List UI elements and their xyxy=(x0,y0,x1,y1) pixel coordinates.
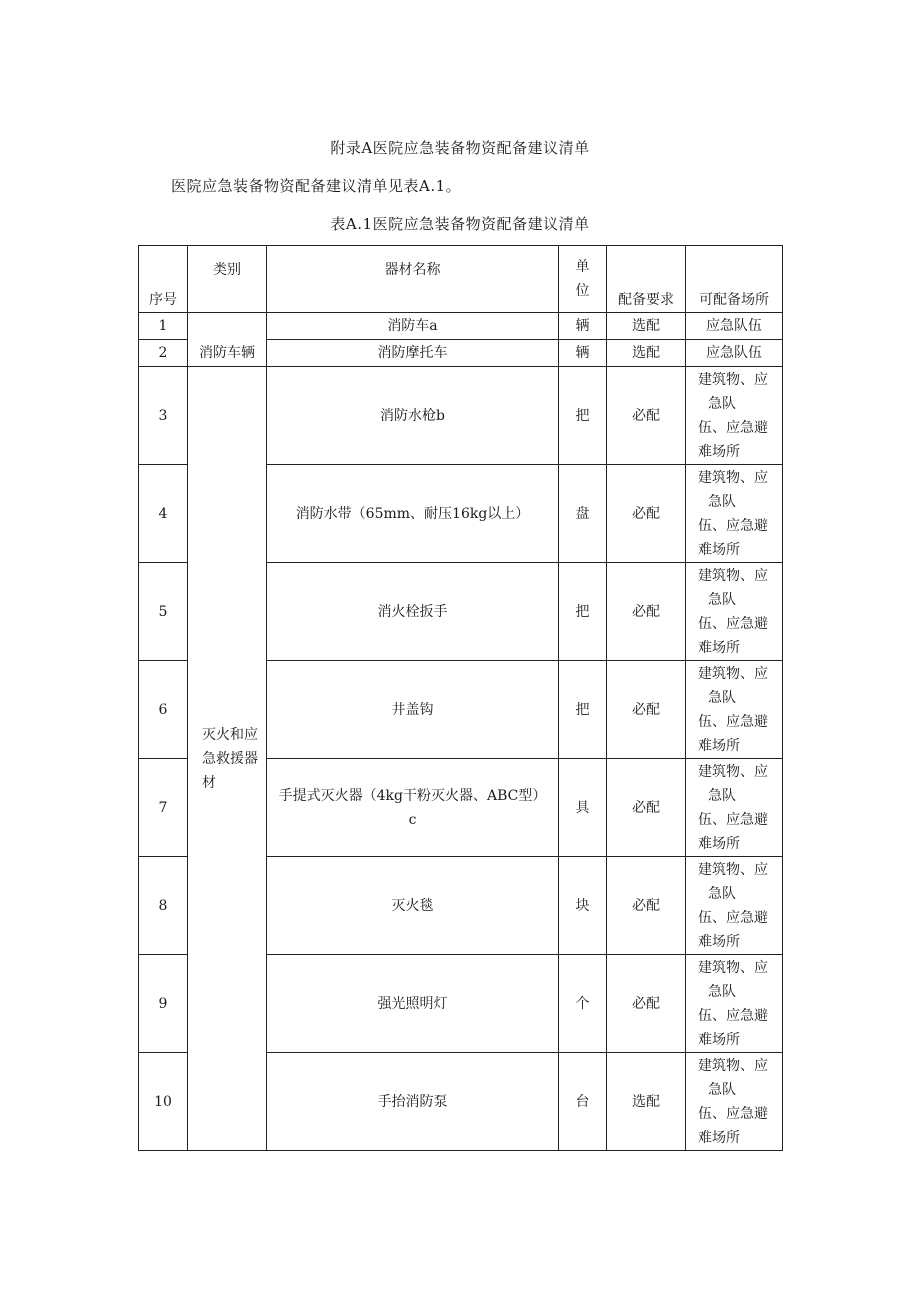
cell-no: 1 xyxy=(139,313,188,340)
cell-no: 5 xyxy=(139,563,188,661)
table-row xyxy=(139,313,783,340)
location-line: 难场所 xyxy=(698,737,740,754)
location-line: 伍、应急避 xyxy=(698,811,768,828)
location-line: 伍、应急避 xyxy=(698,1105,768,1122)
location-line: 急队 xyxy=(708,591,736,608)
location-line: 急队 xyxy=(708,395,736,412)
cell-category-vehicles: 消防车辆 xyxy=(188,313,267,367)
cell-unit: 辆 xyxy=(559,313,607,340)
cell-requirement: 必配 xyxy=(607,465,686,563)
cell-location: 应急队伍 xyxy=(686,313,783,340)
location-line: 难场所 xyxy=(698,933,740,950)
location-line: 建筑物、应 xyxy=(698,371,768,388)
cell-no: 6 xyxy=(139,661,188,759)
cell-requirement: 选配 xyxy=(607,340,686,367)
location-line: 难场所 xyxy=(698,639,740,656)
location-line: 难场所 xyxy=(698,1129,740,1146)
cell-requirement: 必配 xyxy=(607,563,686,661)
cell-unit: 块 xyxy=(559,857,607,955)
cell-requirement: 选配 xyxy=(607,313,686,340)
cell-no: 7 xyxy=(139,759,188,857)
cell-name: 消防水枪b xyxy=(267,367,559,465)
appendix-title: 附录A医院应急装备物资配备建议清单 xyxy=(330,139,590,157)
location-line: 急队 xyxy=(708,1081,736,1098)
name-footnote: c xyxy=(408,811,417,828)
header-no: 序号 xyxy=(139,246,188,313)
header-location: 可配备场所 xyxy=(686,246,783,313)
cell-location xyxy=(686,465,783,563)
cell-location xyxy=(686,759,783,857)
intro-text: 医院应急装备物资配备建议清单见表A.1。 xyxy=(171,177,462,195)
cell-location xyxy=(686,955,783,1053)
table-header-row xyxy=(139,246,783,313)
cell-no: 9 xyxy=(139,955,188,1053)
cell-location xyxy=(686,661,783,759)
category-line: 灭火和应 xyxy=(202,726,258,743)
location-line: 建筑物、应 xyxy=(698,665,768,682)
cell-unit: 把 xyxy=(559,367,607,465)
location-line: 伍、应急避 xyxy=(698,615,768,632)
cell-location xyxy=(686,367,783,465)
cell-no: 4 xyxy=(139,465,188,563)
cell-unit: 盘 xyxy=(559,465,607,563)
location-line: 难场所 xyxy=(698,835,740,852)
location-line: 急队 xyxy=(708,787,736,804)
cell-unit: 台 xyxy=(559,1053,607,1151)
location-line: 建筑物、应 xyxy=(698,763,768,780)
location-line: 急队 xyxy=(708,493,736,510)
location-line: 难场所 xyxy=(698,443,740,460)
header-unit-line2: 位 xyxy=(575,283,590,299)
location-line: 急队 xyxy=(708,885,736,902)
cell-requirement: 选配 xyxy=(607,1053,686,1151)
cell-unit: 具 xyxy=(559,759,607,857)
cell-unit: 把 xyxy=(559,661,607,759)
location-line: 伍、应急避 xyxy=(698,713,768,730)
cell-name: 消火栓扳手 xyxy=(267,563,559,661)
location-line: 伍、应急避 xyxy=(698,1007,768,1024)
location-line: 伍、应急避 xyxy=(698,517,768,534)
equipment-table xyxy=(138,245,783,1151)
table-caption: 表A.1医院应急装备物资配备建议清单 xyxy=(330,215,590,233)
cell-unit: 辆 xyxy=(559,340,607,367)
cell-name: 消防水带（65mm、耐压16kg以上） xyxy=(267,465,559,563)
cell-no: 8 xyxy=(139,857,188,955)
header-category: 类别 xyxy=(188,246,267,313)
header-unit-line1: 单 xyxy=(575,259,590,275)
cell-requirement: 必配 xyxy=(607,759,686,857)
header-name: 器材名称 xyxy=(267,246,559,313)
cell-name: 强光照明灯 xyxy=(267,955,559,1053)
table-row xyxy=(139,367,783,465)
cell-name: 灭火毯 xyxy=(267,857,559,955)
cell-no: 3 xyxy=(139,367,188,465)
cell-no: 10 xyxy=(139,1053,188,1151)
cell-unit: 把 xyxy=(559,563,607,661)
category-line: 急救援器 xyxy=(202,750,258,767)
location-line: 伍、应急避 xyxy=(698,419,768,436)
location-line: 建筑物、应 xyxy=(698,1057,768,1074)
location-line: 建筑物、应 xyxy=(698,959,768,976)
category-line: 材 xyxy=(202,774,216,791)
location-line: 建筑物、应 xyxy=(698,567,768,584)
cell-location: 应急队伍 xyxy=(686,340,783,367)
cell-location xyxy=(686,563,783,661)
cell-requirement: 必配 xyxy=(607,857,686,955)
header-requirement: 配备要求 xyxy=(607,246,686,313)
location-line: 建筑物、应 xyxy=(698,469,768,486)
cell-no: 2 xyxy=(139,340,188,367)
name-line: 手提式灭火器（4kg干粉灭火器、ABC型） xyxy=(278,787,547,804)
cell-name: 手抬消防泵 xyxy=(267,1053,559,1151)
cell-name: 消防摩托车 xyxy=(267,340,559,367)
location-line: 难场所 xyxy=(698,541,740,558)
cell-location xyxy=(686,857,783,955)
cell-requirement: 必配 xyxy=(607,661,686,759)
cell-requirement: 必配 xyxy=(607,955,686,1053)
location-line: 建筑物、应 xyxy=(698,861,768,878)
header-unit xyxy=(559,246,607,313)
cell-name: 消防车a xyxy=(267,313,559,340)
cell-unit: 个 xyxy=(559,955,607,1053)
cell-requirement: 必配 xyxy=(607,367,686,465)
location-line: 急队 xyxy=(708,983,736,1000)
cell-name: 井盖钩 xyxy=(267,661,559,759)
location-line: 伍、应急避 xyxy=(698,909,768,926)
cell-name xyxy=(267,759,559,857)
cell-location xyxy=(686,1053,783,1151)
location-line: 急队 xyxy=(708,689,736,706)
location-line: 难场所 xyxy=(698,1031,740,1048)
cell-category-equipment xyxy=(188,367,267,1151)
